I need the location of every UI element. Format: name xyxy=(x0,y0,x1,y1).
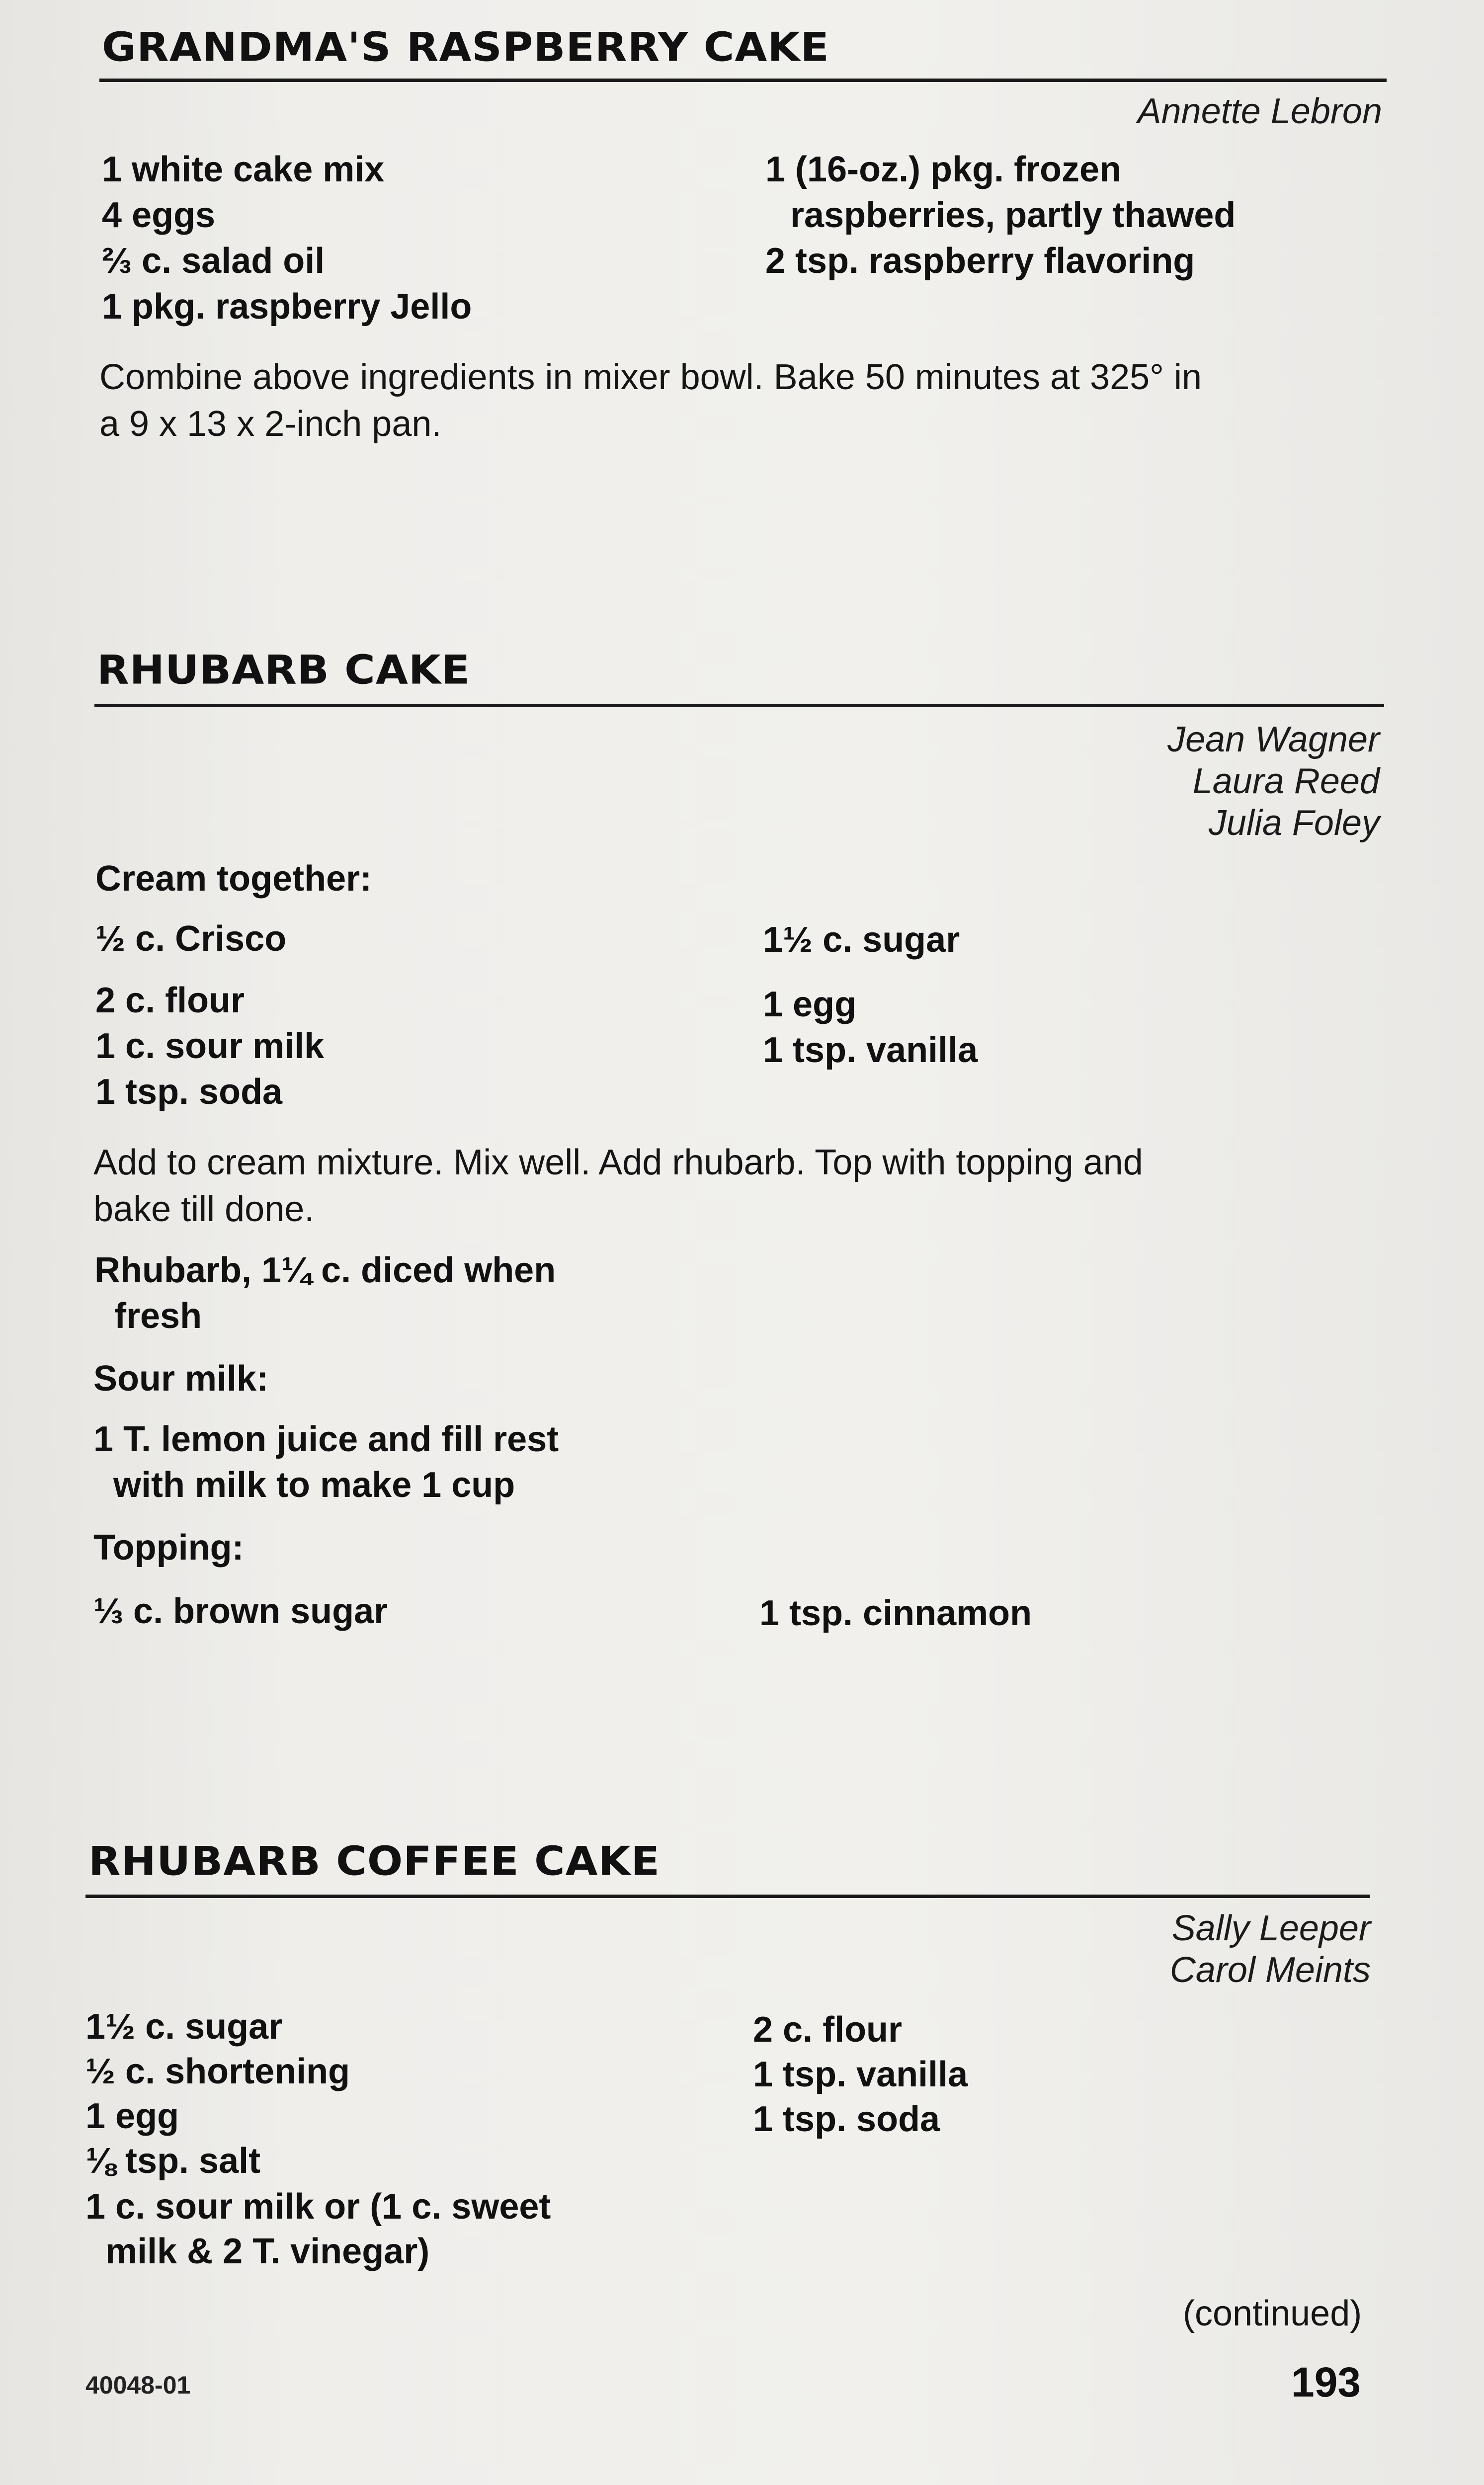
ingredient-left-1: 1½ c. sugar xyxy=(85,2007,283,2047)
author: Laura Reed xyxy=(1192,761,1380,801)
recipe-title: GRANDMA'S RASPBERRY CAKE xyxy=(102,24,829,71)
rhubarb-ingredient: Rhubarb, 1¼ c. diced when fresh xyxy=(94,1250,556,1336)
topping-right: 1 tsp. cinnamon xyxy=(759,1593,1032,1633)
recipe-authors xyxy=(1170,1907,1371,1991)
ingredient-left-4: 1 pkg. raspberry Jello xyxy=(102,287,472,327)
author: Julia Foley xyxy=(1208,803,1380,843)
subheading-topping: Topping: xyxy=(93,1528,244,1568)
ingredient-right-2: 1 egg xyxy=(763,985,857,1024)
ingredient-right-2: raspberries, partly thawed xyxy=(790,195,1236,235)
ingredient-right-2: 1 tsp. vanilla xyxy=(753,2055,968,2094)
sour-milk-ingredient: 1 T. lemon juice and fill rest with milk to make 1 cup xyxy=(93,1419,559,1505)
page-number: 193 xyxy=(1291,2359,1361,2405)
ingredient-right-1: 2 c. flour xyxy=(753,2010,903,2050)
ingredient-right-1: 1 (16-oz.) pkg. frozen xyxy=(765,150,1122,189)
recipe-title: RHUBARB CAKE xyxy=(97,647,471,693)
recipe-directions: Add to cream mixture. Mix well. Add rhubarb. Top with topping and bake till done. xyxy=(93,1143,1143,1229)
ingredient-left-1: 1 white cake mix xyxy=(102,150,385,189)
ingredient-left-2: 4 eggs xyxy=(102,195,216,235)
footer-code: 40048-01 xyxy=(85,2371,191,2399)
ingredient-left-2: 2 c. flour xyxy=(95,981,245,1020)
author: Annette Lebron xyxy=(1137,91,1382,131)
subheading-sour-milk: Sour milk: xyxy=(93,1359,269,1399)
ingredient-left-2: ½ c. shortening xyxy=(85,2052,350,2091)
ingredient-right-1: 1½ c. sugar xyxy=(763,920,960,960)
continued-label: (continued) xyxy=(1183,2294,1362,2333)
recipe-directions: Combine above ingredients in mixer bowl. Bake 50 minutes at 325° in a 9 x 13 x 2-inch pan. xyxy=(99,357,1202,444)
ingredient-right-3: 2 tsp. raspberry flavoring xyxy=(765,241,1195,281)
ingredient-left-6: milk & 2 T. vinegar) xyxy=(105,2232,430,2271)
ingredient-left-4: ⅛ tsp. salt xyxy=(85,2141,261,2181)
ingredient-right-3: 1 tsp. soda xyxy=(753,2099,940,2139)
recipe-title: RHUBARB COFFEE CAKE xyxy=(88,1838,660,1885)
title-rule xyxy=(85,1895,1370,1898)
ingredient-left-3: 1 c. sour milk xyxy=(95,1026,325,1066)
ingredient-right-3: 1 tsp. vanilla xyxy=(763,1030,978,1070)
author: Jean Wagner xyxy=(1167,720,1380,759)
author: Sally Leeper xyxy=(1171,1908,1371,1948)
ingredient-left-3: 1 egg xyxy=(85,2096,179,2136)
topping-left: ⅓ c. brown sugar xyxy=(93,1591,388,1631)
ingredient-left-5: 1 c. sour milk or (1 c. sweet xyxy=(85,2187,551,2227)
subheading-cream-together: Cream together: xyxy=(95,859,372,899)
ingredient-left-4: 1 tsp. soda xyxy=(95,1072,283,1112)
ingredient-left-3: ⅔ c. salad oil xyxy=(102,241,325,281)
ingredient-left-1: ½ c. Crisco xyxy=(95,919,287,959)
author: Carol Meints xyxy=(1169,1950,1371,1990)
